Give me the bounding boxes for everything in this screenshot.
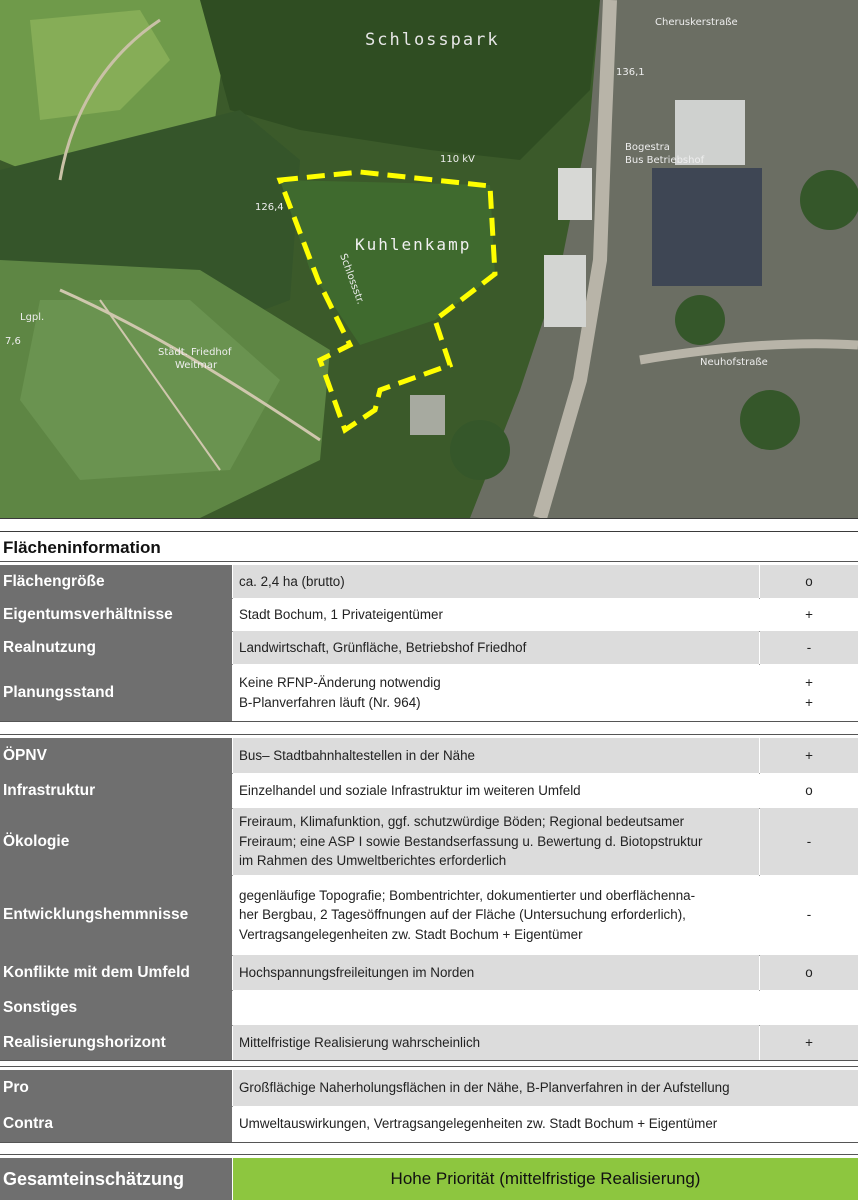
row-label: Ökologie [0,808,232,875]
table-row [0,1106,858,1142]
row-value [233,875,759,955]
row-rating [760,875,858,955]
row-rating [760,598,858,631]
rating-symbol: o [805,573,813,589]
row-value [233,990,759,1025]
aerial-map [0,0,858,518]
row-label: Pro [0,1070,232,1106]
row-label: Entwicklungshemmnisse [0,875,232,955]
overall-label: Gesamteinschätzung [0,1158,232,1200]
table-row [0,955,858,990]
row-rating [760,565,858,598]
row-value-line: her Bergbau, 2 Tagesöffnungen auf der Fläche (Untersuchung erforderlich), [239,907,686,923]
rating-symbol: + [805,747,813,763]
rating-symbol: o [805,964,813,980]
row-value-line: Umweltauswirkungen, Vertragsangelegenheiten zw. Stadt Bochum + Eigentümer [239,1116,718,1132]
row-label: Infrastruktur [0,773,232,808]
table-row [0,773,858,808]
label-kuhlenkamp: Kuhlenkamp [355,235,472,254]
aerial-photo [0,0,858,518]
row-value-line: B-Planverfahren läuft (Nr. 964) [239,694,421,710]
row-value [233,1070,858,1106]
divider-group-3-bottom [0,1142,858,1143]
label-h76: 7,6 [5,336,21,347]
row-rating [760,631,858,664]
rating-symbol: + [805,1034,813,1050]
divider-map [0,518,858,519]
rating-symbol: - [806,907,812,923]
rating-symbol: + [805,606,813,622]
row-value [233,1106,858,1142]
label-betriebshof: Bus Betriebshof [625,155,705,166]
row-rating [760,1025,858,1060]
row-value-line: Landwirtschaft, Grünfläche, Betriebshof Friedhof [239,639,527,655]
overall-assessment [0,1158,858,1200]
label-voltage: 110 kV [440,154,475,165]
rating-symbol: - [806,639,812,655]
section-title: Flächeninformation [3,538,161,557]
divider-group-3-top [0,1066,858,1067]
row-value-line: Mittelfristige Realisierung wahrscheinlich [239,1034,481,1050]
row-value [233,598,759,631]
row-value [233,631,759,664]
label-street-east: Neuhofstraße [700,357,768,368]
table-row [0,738,858,773]
row-label: ÖPNV [0,738,232,773]
row-value-line: Bus– Stadtbahnhaltestellen in der Nähe [239,747,475,763]
row-value-line: gegenläufige Topografie; Bombentrichter, dokumentierter und oberflächenna- [239,887,696,903]
row-rating [760,808,858,875]
row-label: Flächengröße [0,565,232,598]
row-value [233,808,759,875]
table-row [0,664,858,721]
label-schlosspark: Schlosspark [365,30,500,50]
row-value [233,664,759,721]
label-weitmar: Weitmar [175,360,218,371]
row-value-line: Großflächige Naherholungsflächen in der Nähe, B-Planverfahren in der Aufstellung [239,1080,730,1096]
row-rating [760,738,858,773]
row-value-line: Stadt Bochum, 1 Privateigentümer [239,606,443,622]
divider-group-1-bottom [0,721,858,722]
row-rating [760,664,858,721]
row-value [233,738,759,773]
row-label: Contra [0,1106,232,1142]
rating-symbol: + [805,694,813,710]
table-row [0,808,858,875]
row-value [233,1025,759,1060]
row-value [233,955,759,990]
divider-group-2-bottom [0,1060,858,1061]
table-row [0,631,858,664]
row-label: Planungsstand [0,664,232,721]
label-lgpl: Lgpl. [20,312,45,323]
table-row [0,1070,858,1106]
label-bogestra: Bogestra [625,142,670,153]
divider-group-2-top [0,734,858,735]
row-value-line: Keine RFNP-Änderung notwendig [239,675,441,690]
row-rating [760,773,858,808]
table-row [0,598,858,631]
row-value-line: im Rahmen des Umweltberichtes erforderlich [239,853,507,869]
row-value [233,565,759,598]
row-label: Sonstiges [0,990,232,1025]
table-row [0,875,858,955]
rating-symbol: - [806,833,812,849]
divider-overall-top [0,1154,858,1155]
table-row [0,990,858,1025]
label-street-ne: Cheruskerstraße [655,17,738,28]
row-value-line: ca. 2,4 ha (brutto) [239,573,345,589]
row-label: Realnutzung [0,631,232,664]
row-value-line: Hochspannungsfreileitungen im Norden [239,964,475,980]
rating-symbol: + [805,675,813,690]
row-value-line: Vertragsangelegenheiten zw. Stadt Bochum + Eigentümer [239,926,583,942]
label-height-1: 126,4 [255,202,284,213]
row-value-line: Einzelhandel und soziale Infrastruktur im weiteren Umfeld [239,782,581,798]
row-rating [760,990,858,1025]
row-label: Eigentumsverhältnisse [0,598,232,631]
row-rating [760,955,858,990]
table-row [0,565,858,598]
divider-group-1-top [0,561,858,562]
row-label: Realisierungshorizont [0,1025,232,1060]
label-street-west: Schlossstr. [337,252,366,306]
row-label: Konflikte mit dem Umfeld [0,955,232,990]
divider-title-top [0,531,858,532]
row-value [233,773,759,808]
label-friedhof: Städt. Friedhof [158,347,232,358]
label-height-2: 136,1 [616,67,645,78]
table-row [0,1025,858,1060]
overall-value: Hohe Priorität (mittelfristige Realisierung) [233,1158,858,1200]
row-value-line: Freiraum, Klimafunktion, ggf. schutzwürdige Böden; Regional bedeutsamer [239,814,685,830]
rating-symbol: o [805,782,813,798]
row-value-line: Freiraum; eine ASP I sowie Bestandserfassung u. Bewertung d. Biotopstruktur [239,833,703,849]
